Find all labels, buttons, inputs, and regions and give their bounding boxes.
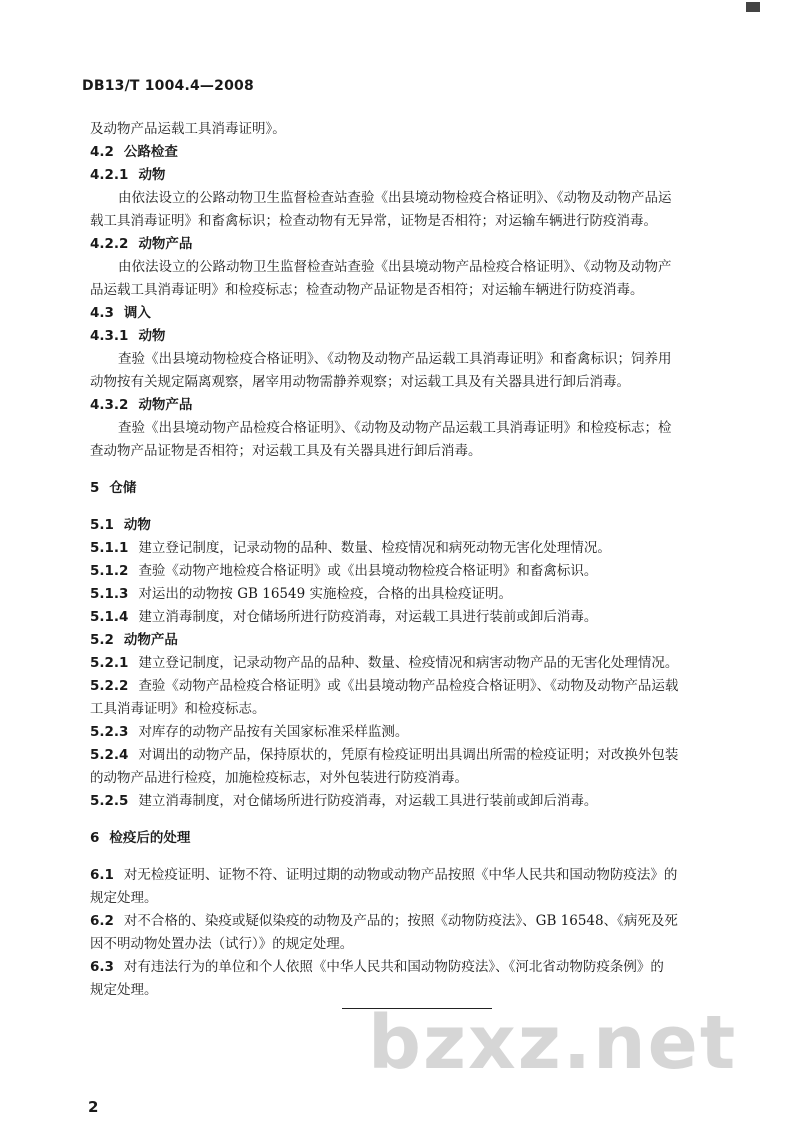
text-line [90,118,740,141]
section-gap [90,500,740,514]
clause-number: 5 [90,480,100,496]
clause-text: 动物 [123,517,151,533]
section-heading [90,141,740,164]
text-line [90,210,740,233]
scan-artifact [746,2,760,12]
clause-text: 品运载工具消毒证明》和检疫标志；检查动物产品证物是否相符；对运输车辆进行防疫消毒。 [90,282,644,298]
section-heading [90,164,740,187]
clause-number: 6.1 [90,867,114,883]
clause-text: 检疫后的处理 [109,830,191,846]
clause-text: 规定处理。 [90,890,158,906]
text-line [90,933,740,956]
clause-number: 5.2.4 [90,747,129,763]
section-gap [90,813,740,827]
clause-number: 5.2.5 [90,793,129,809]
clause-number: 6.2 [90,913,114,929]
clause-text: 调入 [123,305,151,321]
clause-number: 6 [90,830,100,846]
standard-code-header: DB13/T 1004.4—2008 [82,78,254,94]
clause-text: 对库存的动物产品按有关国家标准采样监测。 [138,724,409,740]
clause-number: 5.1.4 [90,609,129,625]
clause-text: 由依法设立的公路动物卫生监督检查站查验《出县境动物检疫合格证明》、《动物及动物产品运 [118,190,672,206]
text-line [90,675,740,698]
section-heading [90,394,740,417]
clause-text: 动物产品 [138,397,193,413]
text-line [90,606,740,629]
clause-text: 载工具消毒证明》和畜禽标识；检查动物有无异常，证物是否相符；对运输车辆进行防疫消毒。 [90,213,657,229]
text-line [90,560,740,583]
text-line [90,187,740,210]
clause-text: 建立消毒制度，对仓储场所进行防疫消毒，对运载工具进行装前或卸后消毒。 [138,793,598,809]
section-gap [90,463,740,477]
clause-number: 5.1.3 [90,586,129,602]
text-line [90,956,740,979]
text-line [90,864,740,887]
text-line [90,652,740,675]
section-heading [90,514,740,537]
section-heading [90,302,740,325]
clause-number: 5.2 [90,632,114,648]
text-line [90,583,740,606]
clause-text: 动物按有关规定隔离观察，屠宰用动物需静养观察；对运载工具及有关器具进行卸后消毒。 [90,374,630,390]
text-line [90,371,740,394]
section-heading [90,629,740,652]
text-line [90,767,740,790]
clause-text: 对运出的动物按 GB 16549 实施检疫，合格的出具检疫证明。 [138,586,512,602]
clause-text: 因不明动物处置办法（试行）》的规定处理。 [90,936,354,952]
clause-text: 动物 [138,328,166,344]
text-line [90,910,740,933]
clause-text: 查验《动物产地检疫合格证明》或《出县境动物检疫合格证明》和畜禽标识。 [138,563,598,579]
clause-number: 5.2.3 [90,724,129,740]
clause-text: 查验《出县境动物检疫合格证明》、《动物及动物产品运载工具消毒证明》和畜禽标识；饲养用 [118,351,672,367]
clause-number: 4.3.1 [90,328,129,344]
text-line [90,279,740,302]
clause-text: 建立消毒制度，对仓储场所进行防疫消毒，对运载工具进行装前或卸后消毒。 [138,609,598,625]
clause-text: 建立登记制度，记录动物的品种、数量、检疫情况和病死动物无害化处理情况。 [138,540,611,556]
clause-text: 对有违法行为的单位和个人依照《中华人民共和国动物防疫法》、《河北省动物防疫条例》的 [123,959,664,975]
clause-number: 5.2.2 [90,678,129,694]
section-gap [90,850,740,864]
clause-text: 对无检疫证明、证物不符、证明过期的动物或动物产品按照《中华人民共和国动物防疫法》的 [123,867,678,883]
clause-text: 动物产品 [123,632,178,648]
section-heading [90,325,740,348]
page-number: 2 [88,1098,99,1116]
clause-text: 建立登记制度，记录动物产品的品种、数量、检疫情况和病害动物产品的无害化处理情况。 [138,655,679,671]
clause-number: 5.1.1 [90,540,129,556]
clause-text: 仓储 [109,480,137,496]
clause-number: 4.3 [90,305,114,321]
clause-text: 动物 [138,167,166,183]
document-body [90,118,740,1002]
clause-number: 4.3.2 [90,397,129,413]
clause-text: 查动物产品证物是否相符；对运载工具及有关器具进行卸后消毒。 [90,443,482,459]
clause-number: 4.2.1 [90,167,129,183]
text-line [90,721,740,744]
clause-text: 公路检查 [123,144,178,160]
clause-text: 规定处理。 [90,982,158,998]
text-line [90,348,740,371]
clause-text: 工具消毒证明》和检疫标志。 [90,701,266,717]
clause-text: 及动物产品运载工具消毒证明》。 [90,121,286,137]
text-line [90,979,740,1002]
clause-number: 6.3 [90,959,114,975]
text-line [90,887,740,910]
text-line [90,256,740,279]
clause-text: 查验《出县境动物产品检疫合格证明》、《动物及动物产品运载工具消毒证明》和检疫标志；检 [118,420,672,436]
watermark: bzxz.net [368,1000,738,1086]
clause-number: 4.2.2 [90,236,129,252]
text-line [90,537,740,560]
clause-number: 5.2.1 [90,655,129,671]
text-line [90,790,740,813]
clause-number: 5.1 [90,517,114,533]
text-line [90,417,740,440]
clause-number: 4.2 [90,144,114,160]
section-heading [90,233,740,256]
text-line [90,744,740,767]
clause-text: 对不合格的、染疫或疑似染疫的动物及产品的；按照《动物防疫法》、GB 16548、《病死及死 [123,913,678,929]
section-heading [90,477,740,500]
clause-text: 由依法设立的公路动物卫生监督检查站查验《出县境动物产品检疫合格证明》、《动物及动物产 [118,259,672,275]
clause-text: 动物产品 [138,236,193,252]
text-line [90,440,740,463]
clause-text: 的动物产品进行检疫，加施检疫标志，对外包装进行防疫消毒。 [90,770,468,786]
section-heading [90,827,740,850]
clause-text: 对调出的动物产品，保持原状的，凭原有检疫证明出具调出所需的检疫证明；对改换外包装 [138,747,679,763]
clause-number: 5.1.2 [90,563,129,579]
clause-text: 查验《动物产品检疫合格证明》或《出县境动物产品检疫合格证明》、《动物及动物产品运载 [138,678,679,694]
text-line [90,698,740,721]
